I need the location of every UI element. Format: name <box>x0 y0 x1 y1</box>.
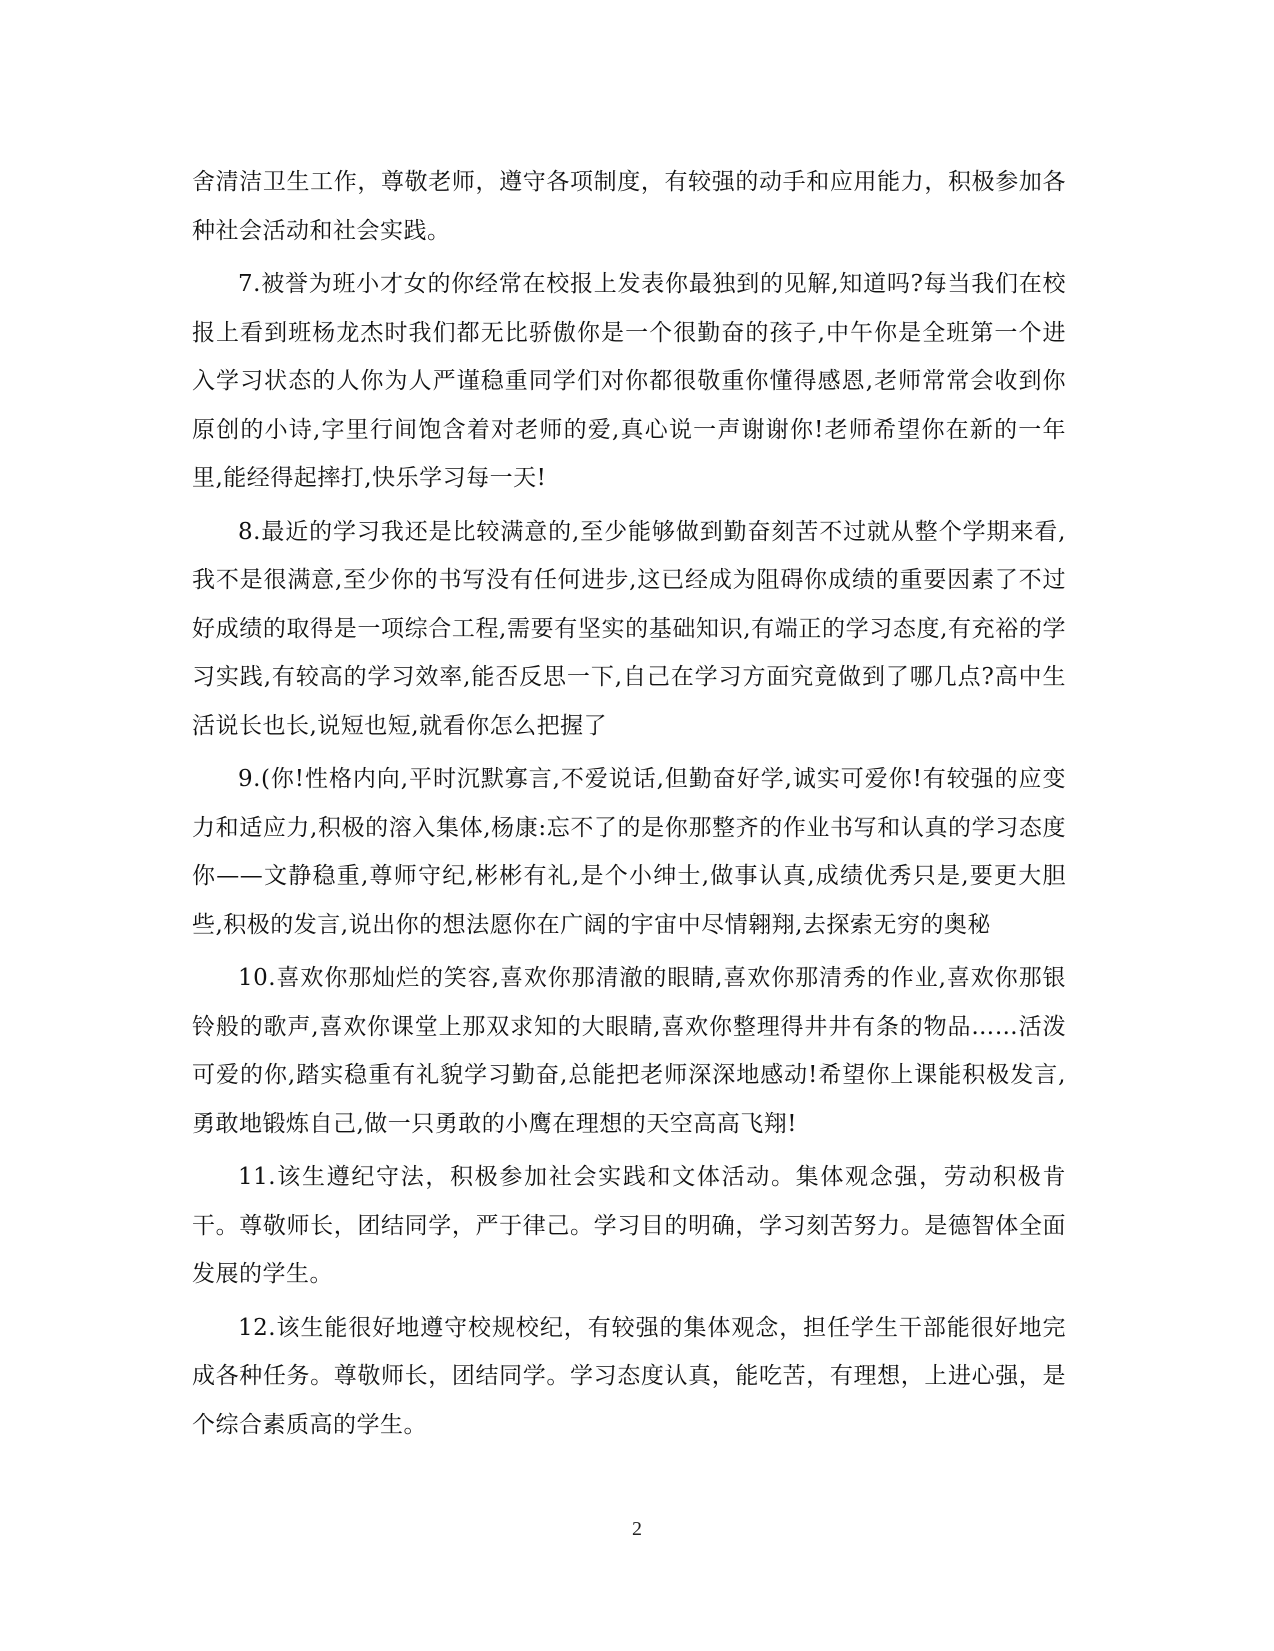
paragraph-item-8: 8.最近的学习我还是比较满意的,至少能够做到勤奋刻苦不过就从整个学期来看,我不是很满意,至少你的书写没有任何进步,这已经成为阻碍你成绩的重要因素了不过好成绩的取得是一项综合工程,需要有坚实的基础知识,有端正的学习态度,有充裕的学习实践,有较高的学习效率,能否反思一下,自己在学习方面究竟做到了哪几点?高中生活说长也长,说短也短,就看你怎么把握了 <box>192 518 1066 739</box>
paragraph-item-12: 12.该生能很好地遵守校规校纪，有较强的集体观念，担任学生干部能很好地完成各种任务。尊敬师长，团结同学。学习态度认真，能吃苦，有理想，上进心强，是个综合素质高的学生。 <box>192 1314 1066 1438</box>
document-body <box>192 158 1066 1454</box>
paragraph-item-11: 11.该生遵纪守法，积极参加社会实践和文体活动。集体观念强，劳动积极肯干。尊敬师长，团结同学，严于律己。学习目的明确，学习刻苦努力。是德智体全面发展的学生。 <box>192 1164 1066 1287</box>
page-number: 2 <box>632 1518 642 1540</box>
paragraph-item-10: 10.喜欢你那灿烂的笑容,喜欢你那清澈的眼睛,喜欢你那清秀的作业,喜欢你那银铃般的歌声,喜欢你课堂上那双求知的大眼睛,喜欢你整理得井井有条的物品……活泼可爱的你,踏实稳重有礼貌学习勤奋,总能把老师深深地感动!希望你上课能积极发言,勇敢地锻炼自己,做一只勇敢的小鹰在理想的天空高高飞翔! <box>192 965 1066 1137</box>
paragraph-continued: 舍清洁卫生工作，尊敬老师，遵守各项制度，有较强的动手和应用能力，积极参加各种社会活动和社会实践。 <box>192 169 1066 244</box>
paragraph-item-7: 7.被誉为班小才女的你经常在校报上发表你最独到的见解,知道吗?每当我们在校报上看到班杨龙杰时我们都无比骄傲你是一个很勤奋的孩子,中午你是全班第一个进入学习状态的人你为人严谨稳重同学们对你都很敬重你懂得感恩,老师常常会收到你原创的小诗,字里行间饱含着对老师的爱,真心说一声谢谢你!老师希望你在新的一年里,能经得起摔打,快乐学习每一天! <box>192 271 1066 491</box>
paragraph-item-9: 9.(你!性格内向,平时沉默寡言,不爱说话,但勤奋好学,诚实可爱你!有较强的应变力和适应力,积极的溶入集体,杨康:忘不了的是你那整齐的作业书写和认真的学习态度你——文静稳重,尊师守纪,彬彬有礼,是个小绅士,做事认真,成绩优秀只是,要更大胆些,积极的发言,说出你的想法愿你在广阔的宇宙中尽情翱翔,去探索无穷的奥秘 <box>192 766 1066 938</box>
